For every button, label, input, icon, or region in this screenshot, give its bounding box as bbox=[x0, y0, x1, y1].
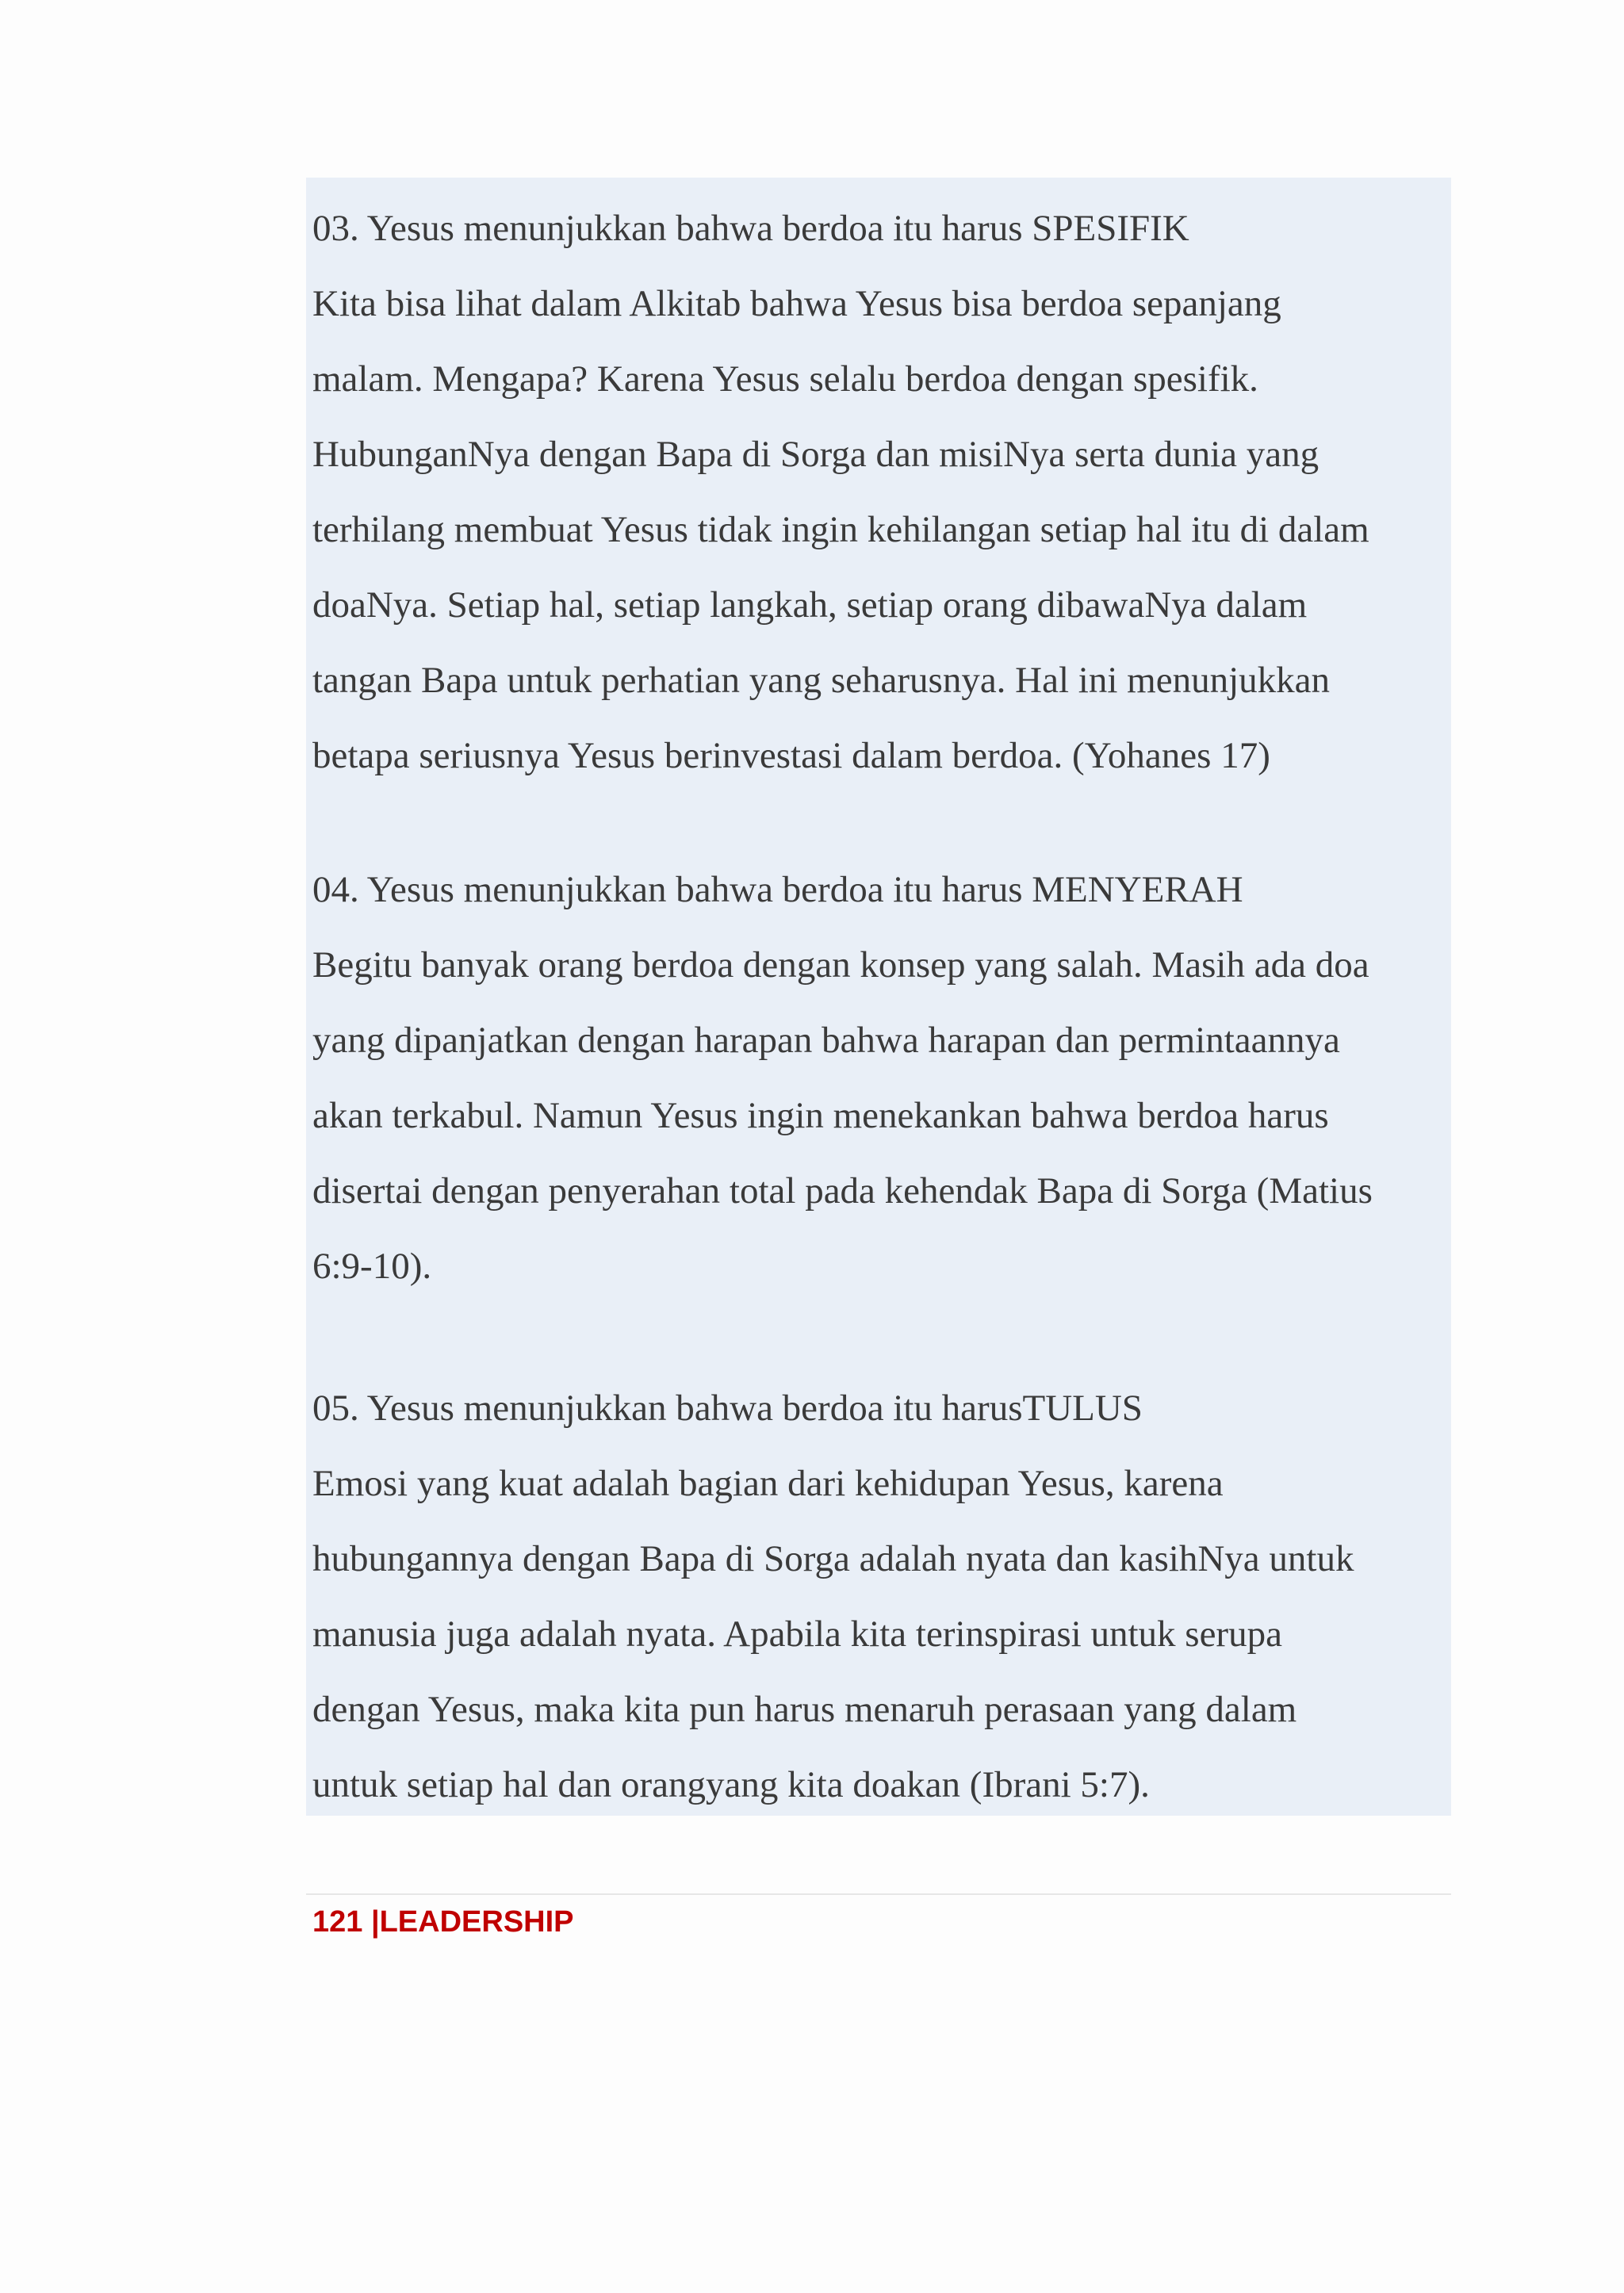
page-footer: 121 |LEADERSHIP bbox=[312, 1905, 574, 1939]
text-line: tangan Bapa untuk perhatian yang seharusnya. Hal ini menunjukkan bbox=[312, 660, 1330, 701]
text-line: betapa seriusnya Yesus berinvestasi dalam berdoa. (Yohanes 17) bbox=[312, 735, 1270, 776]
text-line: Kita bisa lihat dalam Alkitab bahwa Yesus bisa berdoa sepanjang bbox=[312, 283, 1281, 324]
text-line: akan terkabul. Namun Yesus ingin menekankan bahwa berdoa harus bbox=[312, 1095, 1329, 1136]
text-line: disertai dengan penyerahan total pada kehendak Bapa di Sorga (Matius bbox=[312, 1170, 1373, 1212]
content-box bbox=[306, 178, 1451, 1816]
section-04 bbox=[312, 852, 1451, 1304]
text-line: Begitu banyak orang berdoa dengan konsep yang salah. Masih ada doa bbox=[312, 944, 1369, 986]
section-heading: 04. Yesus menunjukkan bahwa berdoa itu harus MENYERAH bbox=[312, 869, 1243, 910]
text-line: dengan Yesus, maka kita pun harus menaruh perasaan yang dalam bbox=[312, 1689, 1297, 1730]
text-line: terhilang membuat Yesus tidak ingin kehilangan setiap hal itu di dalam bbox=[312, 509, 1369, 550]
text-line: malam. Mengapa? Karena Yesus selalu berdoa dengan spesifik. bbox=[312, 358, 1258, 400]
text-line: yang dipanjatkan dengan harapan bahwa harapan dan permintaannya bbox=[312, 1020, 1340, 1061]
text-line: HubunganNya dengan Bapa di Sorga dan misiNya serta dunia yang bbox=[312, 434, 1320, 475]
section-03 bbox=[312, 191, 1451, 794]
text-line: untuk setiap hal dan orangyang kita doakan (Ibrani 5:7). bbox=[312, 1764, 1150, 1805]
text-line: hubungannya dengan Bapa di Sorga adalah nyata dan kasihNya untuk bbox=[312, 1538, 1354, 1579]
footer-divider bbox=[306, 1893, 1451, 1895]
text-line: manusia juga adalah nyata. Apabila kita terinspirasi untuk serupa bbox=[312, 1614, 1282, 1655]
text-line: doaNya. Setiap hal, setiap langkah, setiap orang dibawaNya dalam bbox=[312, 584, 1308, 626]
text-line: 6:9-10). bbox=[312, 1246, 432, 1287]
section-05 bbox=[312, 1371, 1451, 1823]
text-line: Emosi yang kuat adalah bagian dari kehidupan Yesus, karena bbox=[312, 1463, 1224, 1504]
section-heading: 03. Yesus menunjukkan bahwa berdoa itu harus SPESIFIK bbox=[312, 208, 1189, 249]
section-heading: 05. Yesus menunjukkan bahwa berdoa itu harusTULUS bbox=[312, 1388, 1143, 1429]
